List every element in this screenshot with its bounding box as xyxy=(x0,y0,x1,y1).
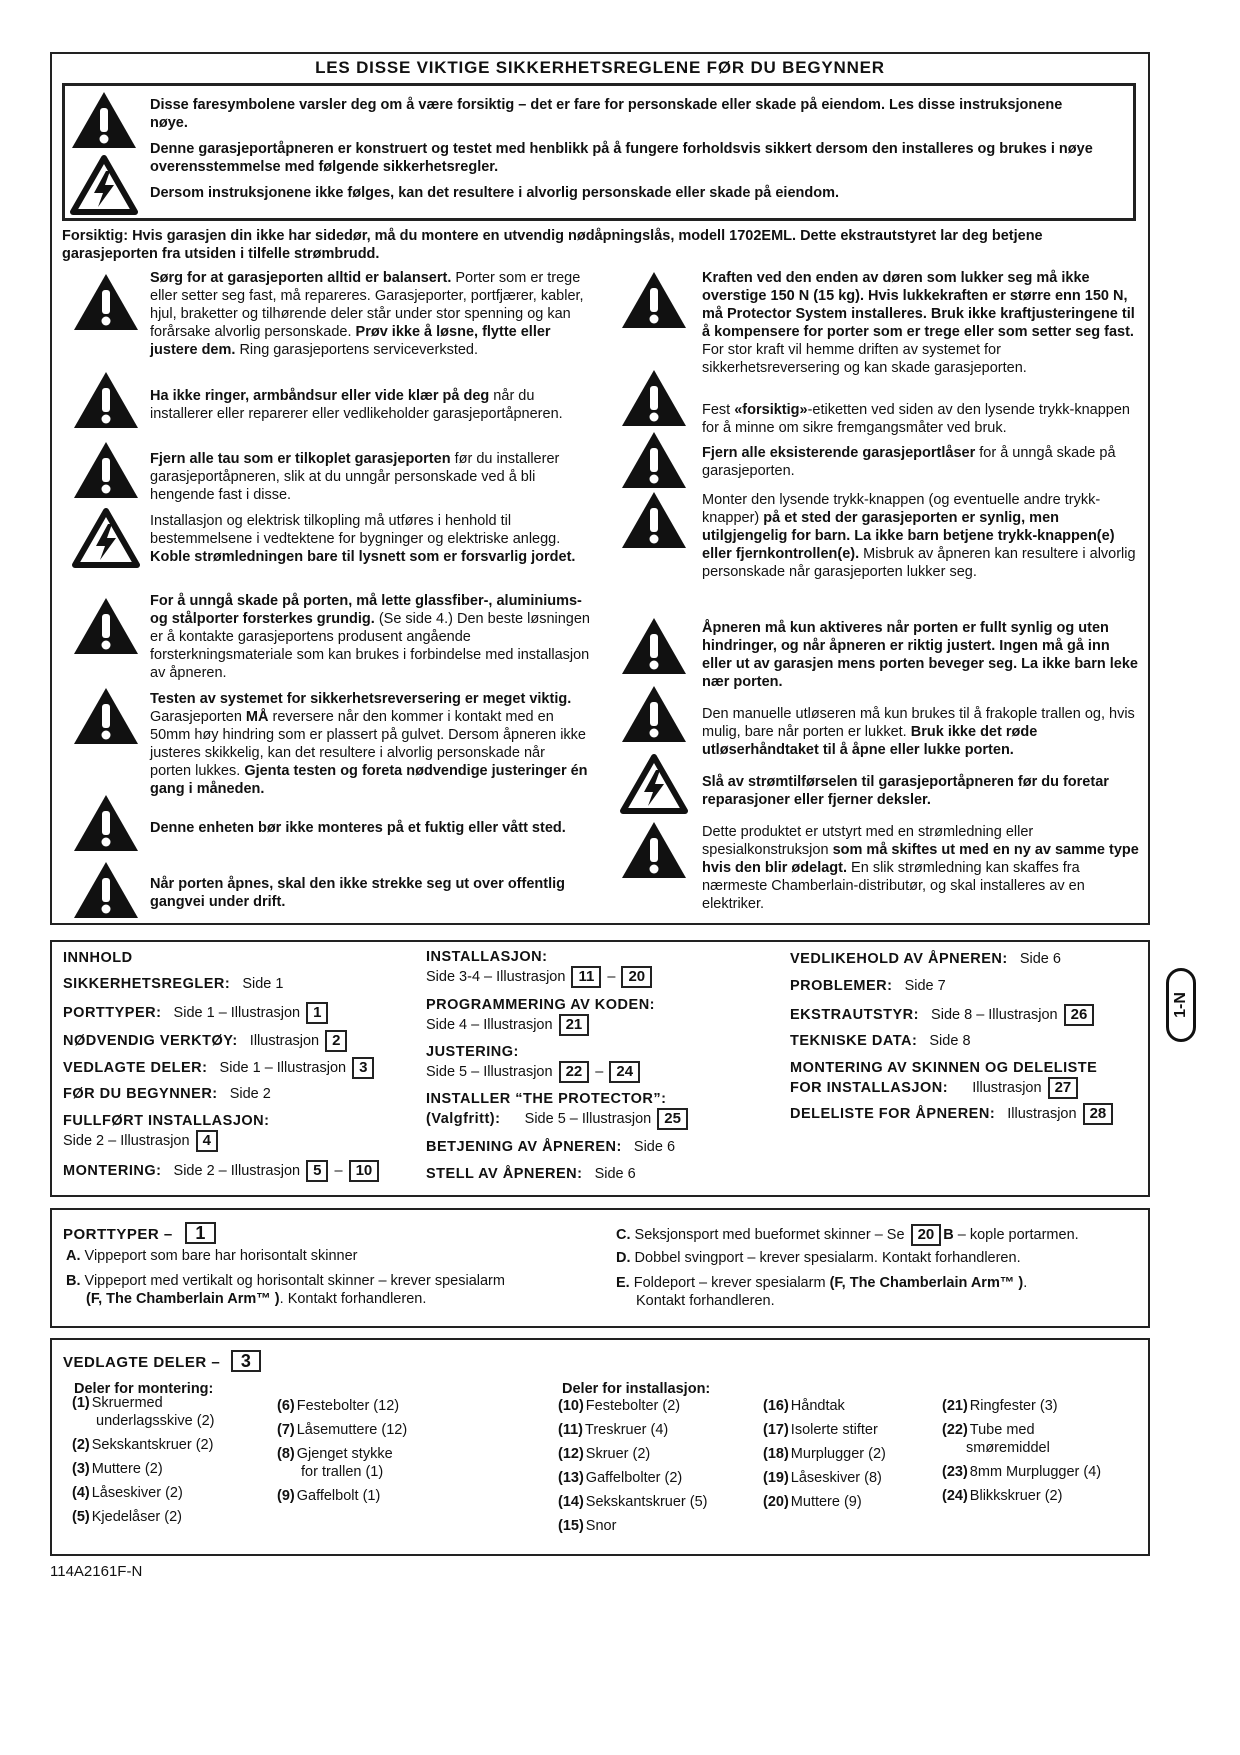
contents-page: Side 1 xyxy=(242,976,284,992)
part-number: (12) xyxy=(558,1446,584,1462)
part-item xyxy=(558,1469,682,1487)
contents-page: Illustrasjon xyxy=(249,1033,320,1049)
porttype-a: A. Vippeport som bare har horisontalt skinner xyxy=(66,1248,358,1264)
contents-label-2: (Valgfritt): xyxy=(426,1111,501,1127)
contents-page: Side 2 – Illustrasjon xyxy=(173,1163,301,1179)
right-rule-8: Dette produktet er utstyrt med en strømledning eller spesialkonstruksjon som må skiftes ut med en ny av samme type hvis den blir ødelagt. En slik strømledning kan skaffes fra nærmeste Chamberlain-distributør, og skal installeres av en elektriker. xyxy=(702,824,1139,912)
part-name: Låseskiver (2) xyxy=(91,1485,183,1501)
contents-entry xyxy=(63,1030,349,1052)
part-number: (4) xyxy=(72,1485,90,1501)
warning-triangle-icon xyxy=(70,90,138,150)
part-item xyxy=(558,1421,668,1439)
illustration-ref: 22 xyxy=(559,1061,590,1083)
doc-code: 114A2161F-N xyxy=(50,1563,143,1580)
warning-triangle-icon xyxy=(620,616,688,676)
part-number: (20) xyxy=(763,1494,789,1510)
page-tab xyxy=(1166,968,1196,1042)
part-item xyxy=(277,1487,380,1505)
part-name: Låsemuttere (12) xyxy=(296,1422,408,1438)
contents-label: SIKKERHETSREGLER: xyxy=(63,976,231,992)
part-name: Treskruer (4) xyxy=(585,1422,669,1438)
part-number: (6) xyxy=(277,1398,295,1414)
part-number: (24) xyxy=(942,1488,968,1504)
contents-entry xyxy=(426,1090,690,1130)
part-name: Murplugger (2) xyxy=(790,1446,886,1462)
contents-label: FULLFØRT INSTALLASJON: xyxy=(63,1113,270,1129)
part-number: (18) xyxy=(763,1446,789,1462)
contents-entry xyxy=(63,1002,330,1024)
contents-page: Side 8 – Illustrasjon xyxy=(931,1007,1058,1023)
porttype-b: B. Vippeport med vertikalt og horisontalt skinner – krever spesialarm (F, The Chamberlain Arm™ ). Kontakt forhandleren. xyxy=(66,1273,505,1307)
range-dash: – xyxy=(334,1163,343,1179)
part-number: (1) xyxy=(72,1395,90,1411)
contents-page: Side 3-4 – Illustrasjon xyxy=(426,969,566,985)
part-name: Festebolter (12) xyxy=(296,1398,400,1414)
part-name: Gaffelbolter (2) xyxy=(585,1470,683,1486)
illustration-ref: 25 xyxy=(657,1108,688,1130)
contents-label: FØR DU BEGYNNER: xyxy=(63,1086,218,1102)
right-rule-2: Fest «forsiktig»-etiketten ved siden av den lysende trykk-knappen for å minne om sikre fremgangsmåter ved bruk. xyxy=(702,402,1130,436)
contents-page: Side 6 xyxy=(594,1166,636,1182)
part-name: Blikkskruer (2) xyxy=(969,1488,1063,1504)
intro-text-3: Dersom instruksjonene ikke følges, kan det resultere i alvorlig personskade eller skade på eiendom. xyxy=(150,185,840,201)
left-rule-3: Fjern alle tau som er tilkoplet garasjeporten før du installerer garasjeportåpneren, slik at du unngår personskade ved å bli hengende fast i disse. xyxy=(150,451,560,503)
part-number: (14) xyxy=(558,1494,584,1510)
safety-title: LES DISSE VIKTIGE SIKKERHETSREGLENE FØR DU BEGYNNER xyxy=(315,58,885,77)
contents-label-2: FOR INSTALLASJON: xyxy=(790,1080,949,1096)
range-dash: – xyxy=(607,969,616,985)
part-number: (16) xyxy=(763,1398,789,1414)
contents-label: TEKNISKE DATA: xyxy=(790,1033,918,1049)
part-name: Sekskantskruer (5) xyxy=(585,1494,708,1510)
contents-entry xyxy=(63,1160,381,1182)
part-number: (19) xyxy=(763,1470,789,1486)
left-rule-2: Ha ikke ringer, armbåndsur eller vide klær på deg når du installerer eller reparerer eller vedlikeholder garasjeportåpneren. xyxy=(150,388,563,422)
illustration-ref-1: 1 xyxy=(185,1222,216,1244)
illustration-ref: 11 xyxy=(571,966,601,988)
contents-page: Side 7 xyxy=(904,978,946,994)
part-number: (23) xyxy=(942,1464,968,1480)
part-number: (17) xyxy=(763,1422,789,1438)
contents-page: Illustrasjon xyxy=(972,1080,1042,1096)
illustration-ref: 5 xyxy=(306,1160,328,1182)
part-name: Ringfester (3) xyxy=(969,1398,1058,1414)
contents-label: MONTERING: xyxy=(63,1163,162,1179)
part-name: Snor xyxy=(585,1518,617,1534)
warning-triangle-icon xyxy=(72,860,140,920)
warning-triangle-icon xyxy=(620,270,688,330)
warning-triangle-icon xyxy=(72,370,140,430)
part-number: (11) xyxy=(558,1422,583,1438)
illustration-ref: 2 xyxy=(325,1030,347,1052)
warning-triangle-icon xyxy=(620,820,688,880)
caution-text: Forsiktig: Hvis garasjen din ikke har sidedør, må du montere en utvendig nødåpningslås, modell 1702EML. Dette ekstrautstyret lar deg betjene garasjeporten fra utsiden i tilfelle strømbrudd. xyxy=(62,228,1043,262)
contents-entry xyxy=(790,1004,1096,1026)
left-rule-4: Installasjon og elektrisk tilkopling må utføres i henhold til bestemmelsene i vedtektene for bygninger og elektriske anlegg. Koble strømledningen bare til lysnett som er forsvarlig jordet. xyxy=(150,513,576,565)
part-item xyxy=(277,1445,393,1481)
contents-heading: INNHOLD xyxy=(63,950,133,966)
warning-triangle-icon xyxy=(620,684,688,744)
part-item xyxy=(942,1421,1050,1457)
left-rule-8: Når porten åpnes, skal den ikke strekke seg ut over offentlig gangvei under drift. xyxy=(150,876,565,910)
contents-entry xyxy=(426,948,654,988)
contents-page: Side 6 xyxy=(633,1139,676,1155)
contents-label: PROBLEMER: xyxy=(790,978,893,994)
part-name: Festebolter (2) xyxy=(585,1398,681,1414)
part-name: Isolerte stifter xyxy=(790,1422,878,1438)
part-item xyxy=(942,1397,1058,1415)
part-name: Låseskiver (8) xyxy=(790,1470,882,1486)
warning-triangle-icon xyxy=(620,368,688,428)
porttype-d: D. Dobbel svingport – krever spesialarm. Kontakt forhandleren. xyxy=(616,1250,1021,1266)
contents-label: EKSTRAUTSTYR: xyxy=(790,1007,919,1023)
part-number: (3) xyxy=(72,1461,90,1477)
warning-triangle-icon xyxy=(72,272,140,332)
contents-entry xyxy=(63,975,283,993)
part-number: (15) xyxy=(558,1518,584,1534)
part-item xyxy=(558,1493,707,1511)
contents-page: Side 1 – Illustrasjon xyxy=(173,1005,301,1021)
contents-label: PORTTYPER: xyxy=(63,1005,162,1021)
left-rule-1: Sørg for at garasjeporten alltid er balansert. Porter som er trege eller setter seg fast, må repareres. Garasjeporter, portfjærer, kabler, hjul, braketter og tilhørende deler står under stor spenning og kan forårsake alvorlig personskade. Prøv ikke å løsne, flytte eller justere dem. Ring garasjeportens serviceverksted. xyxy=(150,270,584,358)
contents-label: MONTERING AV SKINNEN OG DELELISTE xyxy=(790,1060,1098,1076)
contents-label: VEDLIKEHOLD AV ÅPNEREN: xyxy=(790,951,1008,967)
porttyper-heading: PORTTYPER – 1 xyxy=(63,1222,218,1244)
right-rule-3: Fjern alle eksisterende garasjeportlåser for å unngå skade på garasjeporten. xyxy=(702,445,1116,479)
part-number: (21) xyxy=(942,1398,968,1414)
contents-page: Side 4 – Illustrasjon xyxy=(426,1017,553,1033)
part-item xyxy=(763,1445,886,1463)
part-item xyxy=(72,1460,163,1478)
contents-page: Side 2 xyxy=(229,1086,271,1102)
part-number: (9) xyxy=(277,1488,295,1504)
part-name: Muttere (2) xyxy=(91,1461,163,1477)
intro-text-1: Disse faresymbolene varsler deg om å være forsiktig – det er fare for personskade eller skade på eiendom. Les disse instruksjonene nøye. xyxy=(150,97,1063,131)
part-name-2: underlagsskive (2) xyxy=(96,1413,215,1429)
part-item xyxy=(558,1397,680,1415)
warning-triangle-icon xyxy=(620,430,688,490)
part-item xyxy=(558,1445,650,1463)
right-rule-7: Slå av strømtilførselen til garasjeportåpneren før du foretar reparasjoner eller fjerner deksler. xyxy=(702,774,1109,808)
part-item xyxy=(763,1469,882,1487)
contents-entry xyxy=(426,996,655,1036)
illustration-ref-3: 3 xyxy=(231,1350,262,1372)
part-name: Gjenget stykke xyxy=(296,1446,393,1462)
montering-heading: Deler for montering: xyxy=(74,1381,214,1397)
illustration-ref: 10 xyxy=(349,1160,380,1182)
part-number: (8) xyxy=(277,1446,295,1462)
contents-label: NØDVENDIG VERKTØY: xyxy=(63,1033,238,1049)
part-item xyxy=(72,1508,182,1526)
contents-label: VEDLAGTE DELER: xyxy=(63,1060,208,1076)
illustration-ref: 26 xyxy=(1064,1004,1095,1026)
part-name: Skruermed xyxy=(91,1395,163,1411)
left-rule-5: For å unngå skade på porten, må lette glassfiber-, aluminiums- og stålporter forsterkes grundig. (Se side 4.) Den beste løsningen er å kontakte garasjeportens produsent angående forsterkningsmateriale som kan brukes i forbindelse med installasjon av åpneren. xyxy=(150,593,590,681)
contents-label: JUSTERING: xyxy=(426,1044,519,1060)
contents-label: INSTALLASJON: xyxy=(426,949,548,965)
part-item xyxy=(277,1421,407,1439)
illustration-ref: 27 xyxy=(1048,1077,1079,1099)
part-item xyxy=(277,1397,399,1415)
part-item xyxy=(72,1484,183,1502)
right-rule-1: Kraften ved den enden av døren som lukker seg må ikke overstige 150 N (15 kg). Hvis lukkekraften er større enn 150 N, må Protector System installeres. Bruk ikke kraftjusteringene til å kompensere for porter som er trege eller som setter seg fast. For stor kraft vil hemme driften av systemet for sikkerhetsreversering og kan skade garasjeporten. xyxy=(702,270,1135,376)
part-item xyxy=(763,1493,862,1511)
part-item xyxy=(72,1394,214,1430)
warning-triangle-icon xyxy=(72,793,140,853)
contents-entry xyxy=(63,1085,271,1103)
contents-page: Side 5 – Illustrasjon xyxy=(524,1111,652,1127)
contents-page: Side 5 – Illustrasjon xyxy=(426,1064,553,1080)
part-number: (13) xyxy=(558,1470,584,1486)
part-name: Muttere (9) xyxy=(790,1494,862,1510)
contents-entry xyxy=(63,1057,376,1079)
contents-page: Side 1 – Illustrasjon xyxy=(219,1060,347,1076)
part-number: (10) xyxy=(558,1398,584,1414)
part-name: Kjedelåser (2) xyxy=(91,1509,182,1525)
illustration-ref: 3 xyxy=(352,1057,374,1079)
porttype-e: E. Foldeport – krever spesialarm (F, The Chamberlain Arm™ ). Kontakt forhandleren. xyxy=(616,1275,1028,1309)
part-number: (2) xyxy=(72,1437,90,1453)
range-dash: – xyxy=(595,1064,604,1080)
contents-entry xyxy=(790,977,946,995)
right-rule-5: Åpneren må kun aktiveres når porten er fullt synlig og uten hindringer, og når åpneren er riktig justert. Ingen må gå inn eller ut av garasjen mens porten beveger seg. La ikke barn leke nær porten. xyxy=(702,620,1138,690)
contents-label: DELELISTE FOR ÅPNEREN: xyxy=(790,1106,996,1122)
electric-shock-icon xyxy=(70,155,138,215)
part-name: Sekskantskruer (2) xyxy=(91,1437,214,1453)
contents-page: Illustrasjon xyxy=(1007,1106,1077,1122)
contents-entry xyxy=(426,1138,675,1156)
part-name: Gaffelbolt (1) xyxy=(296,1488,381,1504)
contents-entry xyxy=(426,1165,636,1183)
contents-label: PROGRAMMERING AV KODEN: xyxy=(426,997,655,1013)
contents-entry xyxy=(790,1032,971,1050)
illustration-ref: 21 xyxy=(559,1014,590,1036)
part-number: (7) xyxy=(277,1422,295,1438)
warning-triangle-icon xyxy=(72,440,140,500)
illustration-ref: 24 xyxy=(609,1061,640,1083)
left-rule-6: Testen av systemet for sikkerhetsreversering er meget viktig. Garasjeporten MÅ reversere når den kommer i kontakt med en 50mm høy hindring som er plassert på gulvet. Dersom åpneren ikke justeres skikkelig, kan det resultere i alvorlig personskade når porten lukkes. Gjenta testen og foreta nødvendige justeringer én gang i måneden. xyxy=(150,691,588,797)
part-item xyxy=(763,1397,845,1415)
right-rule-4: Monter den lysende trykk-knappen (og eventuelle andre trykk-knapper) på et sted der garasjeporten er synlig, men utilgjengelig for barn. La ikke barn betjene trykk-knappen(e) eller fjernkontrollen(e). Misbruk av åpneren kan resultere i alvorlig personskade når garasjeporten lukker seg. xyxy=(702,492,1136,580)
part-item xyxy=(72,1436,213,1454)
part-item xyxy=(763,1421,878,1439)
part-number: (5) xyxy=(72,1509,90,1525)
illustration-ref: 28 xyxy=(1083,1103,1114,1125)
page-tab-label: 1-N xyxy=(1172,992,1189,1018)
part-name: Håndtak xyxy=(790,1398,845,1414)
contents-entry xyxy=(426,1043,642,1083)
part-name: Tube med xyxy=(969,1422,1035,1438)
electric-shock-icon xyxy=(620,754,688,814)
installasjon-heading: Deler for installasjon: xyxy=(562,1381,711,1397)
right-rule-6: Den manuelle utløseren må kun brukes til å frakople trallen og, hvis mulig, bare når porten er lukket. Bruk ikke det røde utløserhåndtaket til å åpne eller lukke porten. xyxy=(702,706,1135,758)
warning-triangle-icon xyxy=(72,686,140,746)
contents-label: BETJENING AV ÅPNEREN: xyxy=(426,1139,622,1155)
part-number: (22) xyxy=(942,1422,968,1438)
part-item xyxy=(942,1463,1101,1481)
porttype-c: C. Seksjonsport med bueformet skinner – Se 20 B – kople portarmen. xyxy=(616,1224,1156,1246)
illustration-ref: 1 xyxy=(306,1002,328,1024)
contents-label: STELL AV ÅPNEREN: xyxy=(426,1166,583,1182)
warning-triangle-icon xyxy=(72,596,140,656)
contents-entry xyxy=(790,1103,1115,1125)
deler-heading: VEDLAGTE DELER – 3 xyxy=(63,1350,263,1372)
part-name: Skruer (2) xyxy=(585,1446,651,1462)
illustration-ref: 20 xyxy=(621,966,652,988)
part-name: 8mm Murplugger (4) xyxy=(969,1464,1102,1480)
contents-page: Side 2 – Illustrasjon xyxy=(63,1133,190,1149)
electric-shock-icon xyxy=(72,508,140,568)
part-name-2: smøremiddel xyxy=(966,1440,1050,1456)
part-item xyxy=(558,1517,616,1535)
contents-page: Side 8 xyxy=(929,1033,971,1049)
left-rule-7: Denne enheten bør ikke monteres på et fuktig eller vått sted. xyxy=(150,820,566,836)
contents-entry xyxy=(790,1059,1097,1099)
contents-page: Side 6 xyxy=(1019,951,1061,967)
illustration-ref: 4 xyxy=(196,1130,218,1152)
part-item xyxy=(942,1487,1062,1505)
contents-label: INSTALLER “THE PROTECTOR”: xyxy=(426,1091,667,1107)
intro-text-2: Denne garasjeportåpneren er konstruert og testet med henblikk på å fungere forholdsvis sikkert dersom den installeres og brukes i nøye overensstemmelse med følgende sikkerhetsregler. xyxy=(150,141,1093,175)
part-name-2: for trallen (1) xyxy=(301,1464,384,1480)
warning-triangle-icon xyxy=(620,490,688,550)
contents-entry xyxy=(63,1112,269,1152)
contents-entry xyxy=(790,950,1061,968)
